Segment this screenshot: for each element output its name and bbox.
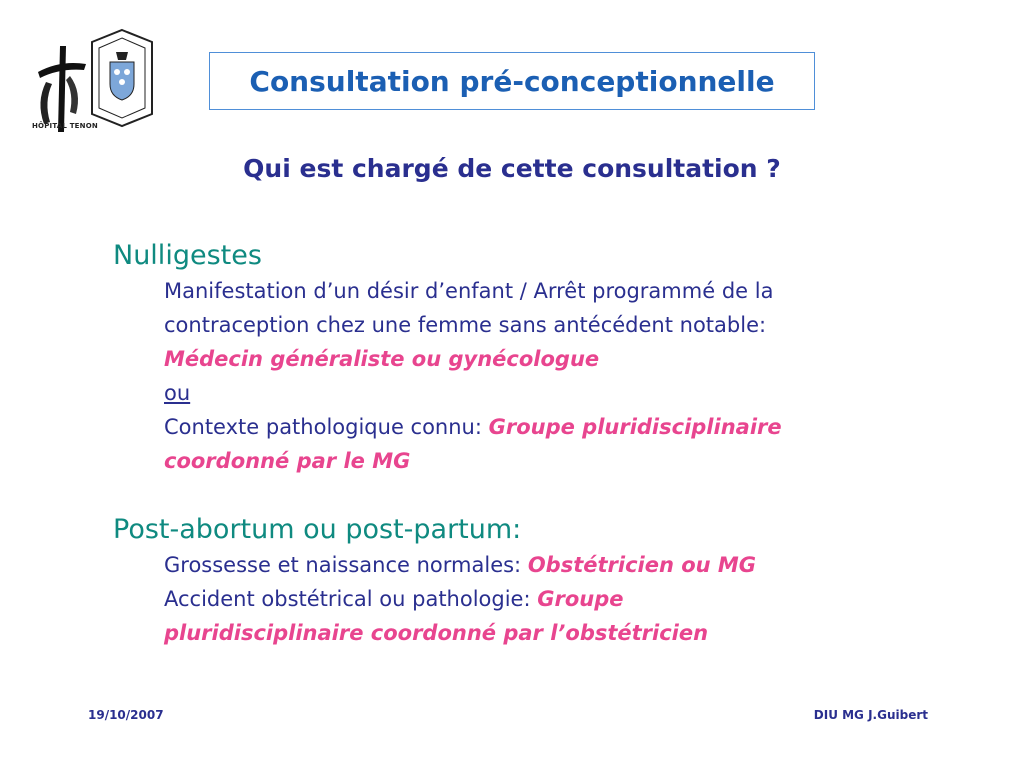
text-line [164, 548, 993, 582]
highlight-line: pluridisciplinaire coordonné par l’obstétricien [164, 621, 709, 645]
section-heading-nulligestes: Nulligestes [113, 240, 262, 271]
section-heading-post-abortum: Post-abortum ou post-partum: [113, 514, 522, 545]
text-line: Manifestation d’un désir d’enfant / Arrêt programmé de la [164, 279, 774, 303]
text-span: Contexte pathologique connu: [164, 415, 489, 439]
underlined-or: ou [164, 381, 191, 405]
text-span: Accident obstétrical ou pathologie: [164, 587, 538, 611]
text-line [164, 582, 993, 616]
highlight-line: Médecin généraliste ou gynécologue [164, 347, 600, 371]
hopital-tenon-label: HÔPITAL TENON [32, 122, 98, 130]
highlight-line: coordonné par le MG [164, 449, 411, 473]
footer-author: DIU MG J.Guibert [813, 708, 928, 722]
text-line: contraception chez une femme sans antécédent notable: [164, 313, 767, 337]
page-title: Consultation pré-conceptionnelle [249, 64, 775, 98]
logos [30, 28, 160, 138]
highlight-span: Groupe [537, 587, 624, 611]
title-box [209, 52, 815, 110]
slide-subtitle: Qui est chargé de cette consultation ? [243, 154, 781, 183]
highlight-span: Groupe pluridisciplinaire [488, 415, 782, 439]
faculte-seal-logo [88, 28, 156, 128]
footer-date: 19/10/2007 [88, 708, 164, 722]
highlight-span: Obstétricien ou MG [527, 553, 757, 577]
slide-content [113, 238, 993, 650]
section-body-post-abortum [164, 548, 993, 650]
spacer [113, 478, 993, 512]
text-span: Grossesse et naissance normales: [164, 553, 528, 577]
section-body-nulligestes [164, 274, 993, 478]
text-line [164, 410, 993, 444]
